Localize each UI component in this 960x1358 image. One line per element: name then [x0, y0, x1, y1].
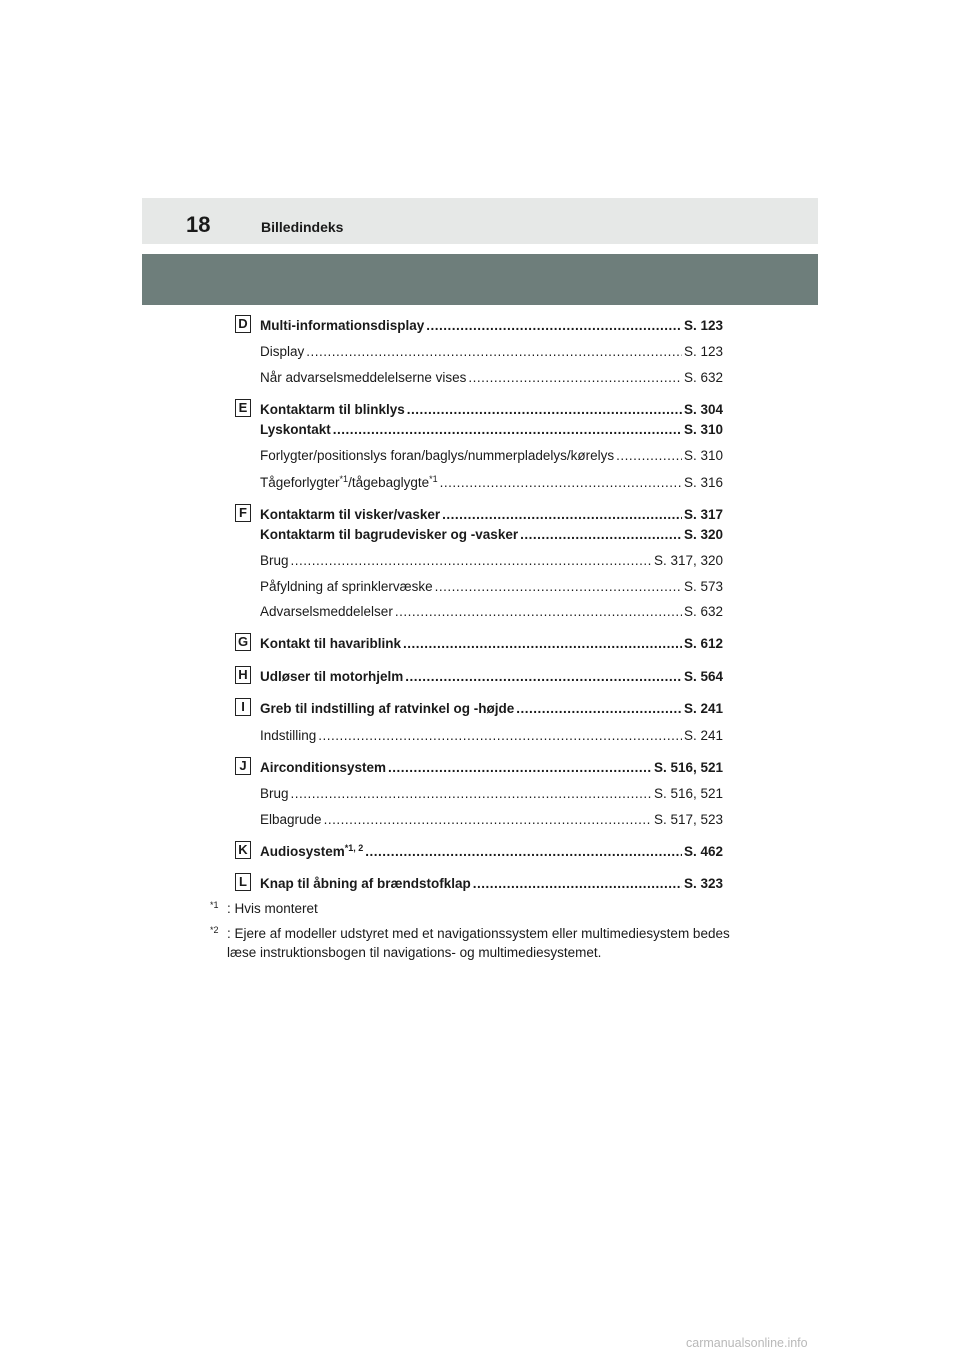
index-subentry	[260, 369, 723, 387]
footnote-text: : Hvis monteret	[227, 901, 318, 916]
page-ref: S. 573	[683, 579, 723, 594]
entry-title-part: /tågebaglygte	[348, 475, 430, 490]
index-entry	[260, 506, 723, 524]
index-subentry	[260, 552, 723, 570]
index-letter-h: H	[235, 666, 251, 684]
entry-title: Lyskontakt	[260, 422, 331, 437]
dot-leader	[333, 421, 682, 439]
page-ref: S. 310	[683, 422, 723, 437]
page-ref: S. 316	[683, 475, 723, 490]
header-banner	[142, 254, 818, 305]
dot-leader	[405, 668, 682, 686]
page-ref: S. 462	[683, 844, 723, 859]
dot-leader	[442, 506, 682, 524]
index-subentry	[260, 578, 723, 596]
page-ref: S. 612	[683, 636, 723, 651]
entry-title: Påfyldning af sprinklervæske	[260, 579, 433, 594]
entry-title: Brug	[260, 786, 289, 801]
entry-title: Advarselsmeddelelser	[260, 604, 393, 619]
index-entry	[260, 668, 723, 686]
footnote-text: : Ejere af modeller udstyret med et navigationssystem eller multimediesystem bedes læse instruktionsbogen til navigations- og multimediesystemet.	[227, 926, 730, 960]
entry-title: Forlygter/positionslys foran/baglys/nummerpladelys/kørelys	[260, 448, 615, 463]
entry-title: Multi-informationsdisplay	[260, 318, 425, 333]
page-ref: S. 517, 523	[653, 812, 723, 827]
index-letter-k: K	[235, 841, 251, 859]
entry-title-part: Audiosystem	[260, 844, 345, 859]
page-ref: S. 123	[683, 318, 723, 333]
page-ref: S. 241	[683, 728, 723, 743]
page-ref: S. 310	[683, 448, 723, 463]
footnote-2	[210, 924, 740, 962]
entry-title: Når advarselsmeddelelserne vises	[260, 370, 467, 385]
index-letter-f: F	[235, 504, 251, 522]
dot-leader	[291, 785, 652, 803]
entry-title: Brug	[260, 553, 289, 568]
entry-title: Display	[260, 344, 305, 359]
page-ref: S. 564	[683, 669, 723, 684]
dot-leader	[440, 474, 682, 492]
page-ref: S. 317, 320	[653, 553, 723, 568]
dot-leader	[306, 343, 682, 361]
dot-leader	[403, 635, 682, 653]
footnote-1	[210, 899, 740, 918]
dot-leader	[318, 727, 682, 745]
watermark: carmanualsonline.info	[686, 1336, 808, 1350]
dot-leader	[365, 843, 682, 861]
index-entry	[260, 700, 723, 718]
dot-leader	[468, 369, 682, 387]
dot-leader	[516, 700, 682, 718]
dot-leader	[426, 317, 682, 335]
index-letter-i: I	[235, 698, 251, 716]
index-subentry	[260, 343, 723, 361]
page-ref: S. 632	[683, 604, 723, 619]
entry-title: Udløser til motorhjelm	[260, 669, 404, 684]
entry-title-part: Tågeforlygter	[260, 475, 340, 490]
entry-title	[260, 474, 438, 492]
footnote-ref: *1	[429, 474, 438, 484]
index-entry	[260, 317, 723, 335]
dot-leader	[435, 578, 682, 596]
footnote-mark-sup: *1	[210, 900, 219, 910]
footnote-ref: *1, 2	[344, 843, 364, 853]
entry-title	[260, 843, 363, 861]
index-entry	[260, 759, 723, 777]
index-entry	[260, 421, 723, 439]
entry-title: Kontaktarm til visker/vasker	[260, 507, 441, 522]
index-letter-j: J	[235, 757, 251, 775]
entry-title: Kontaktarm til bagrudevisker og -vasker	[260, 527, 519, 542]
index-subentry	[260, 727, 723, 745]
entry-title: Kontakt til havariblink	[260, 636, 402, 651]
footnote-mark	[210, 899, 219, 918]
index-letter-e: E	[235, 399, 251, 417]
page-ref: S. 516, 521	[653, 760, 723, 775]
page-ref: S. 123	[683, 344, 723, 359]
page-header	[142, 198, 818, 244]
footnote-mark-sup: *2	[210, 925, 219, 935]
entry-title: Greb til indstilling af ratvinkel og -højde	[260, 701, 515, 716]
dot-leader	[324, 811, 652, 829]
page-ref: S. 323	[683, 876, 723, 891]
dot-leader	[473, 875, 682, 893]
page-number: 18	[186, 212, 211, 237]
dot-leader	[291, 552, 652, 570]
index-subentry	[260, 447, 723, 465]
entry-title: Airconditionsystem	[260, 760, 387, 775]
index-entry	[260, 843, 723, 861]
index-letter-d: D	[235, 315, 251, 333]
page-ref: S. 317	[683, 507, 723, 522]
index-letter-g: G	[235, 633, 251, 651]
entry-title: Indstilling	[260, 728, 317, 743]
entry-title: Kontaktarm til blinklys	[260, 402, 405, 417]
index-subentry	[260, 603, 723, 621]
dot-leader	[407, 401, 682, 419]
index-entry	[260, 875, 723, 893]
page-ref: S. 304	[683, 402, 723, 417]
footnote-ref: *1	[339, 474, 349, 484]
entry-title: Elbagrude	[260, 812, 322, 827]
dot-leader	[520, 526, 682, 544]
dot-leader	[388, 759, 652, 777]
index-subentry	[260, 474, 723, 492]
index-letter-l: L	[235, 873, 251, 891]
footnote-mark	[210, 924, 219, 943]
section-title: Billedindeks	[261, 219, 344, 235]
page-ref: S. 632	[683, 370, 723, 385]
index-entry	[260, 635, 723, 653]
index-subentry	[260, 785, 723, 803]
page-ref: S. 320	[683, 527, 723, 542]
index-subentry	[260, 811, 723, 829]
page-ref: S. 516, 521	[653, 786, 723, 801]
dot-leader	[395, 603, 682, 621]
page-ref: S. 241	[683, 701, 723, 716]
index-entry	[260, 401, 723, 419]
dot-leader	[616, 447, 682, 465]
index-entry	[260, 526, 723, 544]
entry-title: Knap til åbning af brændstofklap	[260, 876, 471, 891]
